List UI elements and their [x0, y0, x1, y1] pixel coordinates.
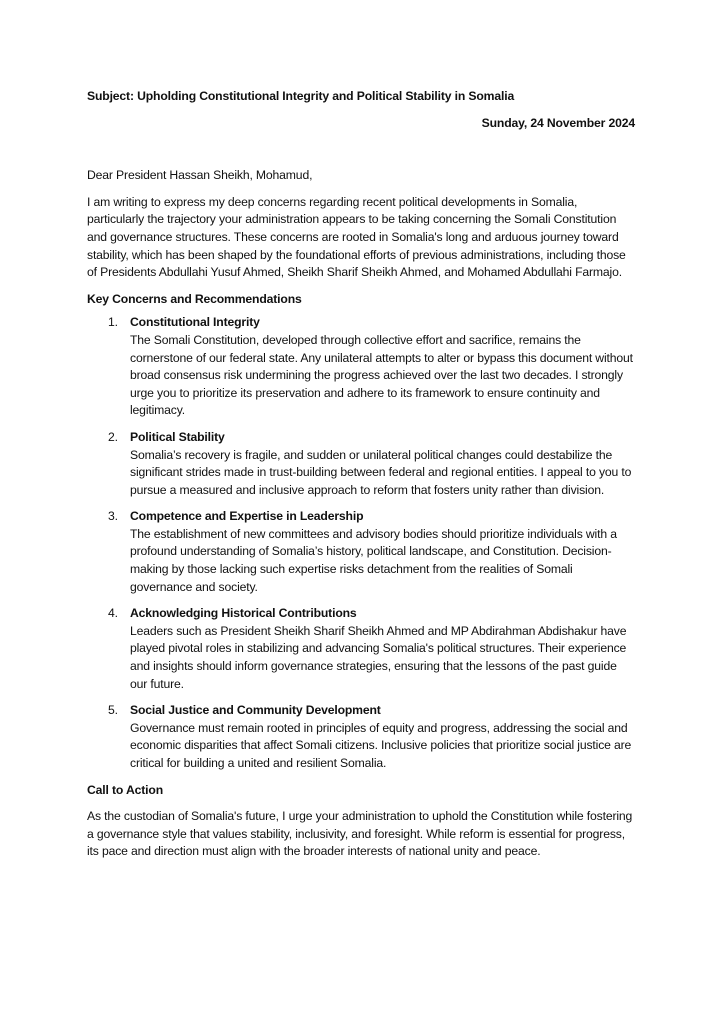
call-to-action-heading: Call to Action	[87, 782, 163, 797]
call-to-action-paragraph: As the custodian of Somalia's future, I urge your administration to uphold the Constitution while fostering a governance style that values stability, inclusivity, and foresight. While reform is essential for progress, its pace and direction must align with the broader interests of national unity and peace.	[87, 809, 633, 859]
letter-date: Sunday, 24 November 2024	[481, 115, 635, 130]
concern-body: The Somali Constitution, developed through collective effort and sacrifice, remains the cornerstone of our federal state. Any unilateral attempts to alter or bypass this document without broad consensus risk undermining the progress achieved over the last two decades. I strongly urge you to prioritize its preservation and adhere to its framework to ensure continuity and legitimacy.	[130, 332, 633, 418]
concern-title: Political Stability	[130, 429, 225, 444]
list-item	[87, 314, 635, 420]
concern-body: Governance must remain rooted in principles of equity and progress, addressing the social and economic disparities that affect Somali citizens. Inclusive policies that prioritize social justice are critical for building a united and resilient Somalia.	[130, 720, 632, 770]
list-number: 1.	[108, 315, 118, 330]
concern-title: Social Justice and Community Development	[130, 703, 381, 718]
list-number: 4.	[108, 606, 118, 621]
list-number: 3.	[108, 509, 118, 524]
list-item	[87, 702, 635, 772]
list-item	[87, 605, 635, 693]
concern-title: Constitutional Integrity	[130, 315, 260, 330]
list-number: 5.	[108, 703, 118, 718]
list-item	[87, 508, 635, 596]
letter-body	[87, 88, 635, 861]
list-number: 2.	[108, 429, 118, 444]
concern-title: Acknowledging Historical Contributions	[130, 606, 357, 621]
concerns-heading: Key Concerns and Recommendations	[87, 291, 302, 306]
concern-body: Somalia’s recovery is fragile, and sudden or unilateral political changes could destabilize the significant strides made in trust-building between federal and regional entities. I appeal to you to pursue a measured and inclusive approach to reform that fosters unity rather than division.	[130, 447, 632, 497]
concern-body: Leaders such as President Sheikh Sharif Sheikh Ahmed and MP Abdirahman Abdishakur have played pivotal roles in stabilizing and advancing Somalia's political structures. Their experience and insights should inform governance strategies, ensuring that the lessons of the past guide our future.	[130, 623, 627, 691]
list-item	[87, 429, 635, 499]
concern-body: The establishment of new committees and advisory bodies should prioritize individuals with a profound understanding of Somalia’s history, political landscape, and Constitution. Decision-making by those lacking such expertise risks detachment from the realities of Somali governance and society.	[130, 526, 617, 594]
subject-line: Subject: Upholding Constitutional Integrity and Political Stability in Somalia	[87, 89, 515, 103]
concern-title: Competence and Expertise in Leadership	[130, 509, 364, 524]
concerns-list	[87, 314, 635, 772]
salutation: Dear President Hassan Sheikh, Mohamud,	[87, 168, 313, 183]
intro-paragraph: I am writing to express my deep concerns regarding recent political developments in Somalia, particularly the trajectory your administration appears to be taking concerning the Somali Constitution and governance structures. These concerns are rooted in Somalia's long and arduous journey toward stability, which has been shaped by the foundational efforts of previous administrations, including those of Presidents Abdullahi Yusuf Ahmed, Sheikh Sharif Sheikh Ahmed, and Mohamed Abdullahi Farmajo.	[87, 194, 626, 280]
